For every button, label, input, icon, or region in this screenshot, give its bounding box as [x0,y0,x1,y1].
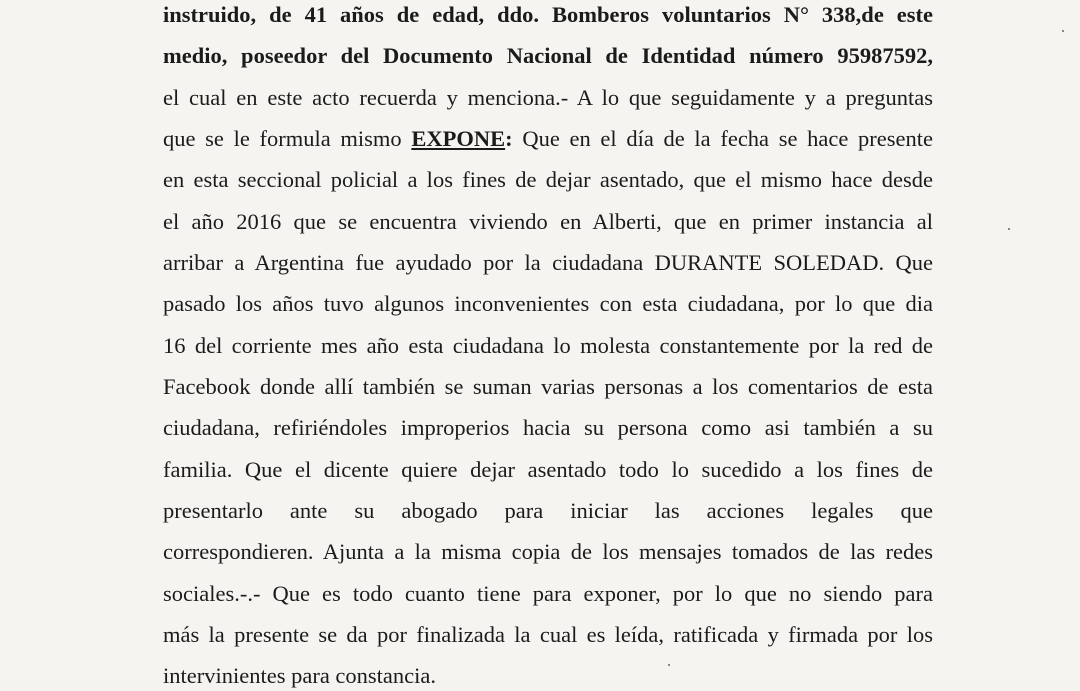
line-text: el cual en este acto recuerda y menciona.- A lo que seguidamente y a preguntas [163,85,933,110]
line-text: ciudadana, refiriéndoles improperios hacia su persona como asi también a su [163,415,933,440]
document-line [163,620,933,650]
line-text: presentarlo ante su abogado para iniciar las acciones legales que [163,498,933,523]
line-text: familia. Que el dicente quiere dejar asentado todo lo sucedido a los fines de [163,457,933,482]
line-text: en esta seccional policial a los fines de dejar asentado, que el mismo hace desde [163,167,933,192]
line-text: arribar a Argentina fue ayudado por la ciudadana DURANTE SOLEDAD. Que [163,250,933,275]
line-text: sociales.-.- Que es todo cuanto tiene para exponer, por lo que no siendo para [163,581,933,606]
emphasis-heading: EXPONE [411,126,506,151]
document-line [163,165,933,195]
document-line [163,289,933,319]
document-line [163,537,933,567]
line-text: 16 del corriente mes año esta ciudadana lo molesta constantemente por la red de [163,333,933,358]
line-text: instruido, de 41 años de edad, ddo. Bomberos voluntarios N° 338,de este [163,2,933,27]
scan-speck [1062,30,1064,32]
document-line [163,83,933,113]
line-text: intervinientes para constancia. [163,663,437,688]
line-text: pasado los años tuvo algunos inconvenientes con esta ciudadana, por lo que dia [163,291,933,316]
document-line [163,207,933,237]
document-line [163,331,933,361]
document-line [163,496,933,526]
line-text: más la presente se da por finalizada la cual es leída, ratificada y firmada por los [163,622,933,647]
line-text: Que en el día de la fecha se hace presente [512,126,933,151]
document-line [163,248,933,278]
document-line [163,579,933,609]
document-line [163,124,933,154]
document-line [163,372,933,402]
document-line [163,455,933,485]
document-line [163,661,436,691]
document-line [163,413,933,443]
line-text: Facebook donde allí también se suman varias personas a los comentarios de esta [163,374,933,399]
line-text: : [505,126,513,151]
line-text: medio, poseedor del Documento Nacional de Identidad número 95987592, [163,43,933,68]
line-text: el año 2016 que se encuentra viviendo en Alberti, que en primer instancia al [163,209,933,234]
line-text: que se le formula mismo [163,126,412,151]
document-line [163,0,933,30]
line-text: correspondieren. Ajunta a la misma copia de los mensajes tomados de las redes [163,539,933,564]
document-line [163,41,933,71]
scan-speck [1008,228,1010,230]
scan-speck [668,664,670,666]
